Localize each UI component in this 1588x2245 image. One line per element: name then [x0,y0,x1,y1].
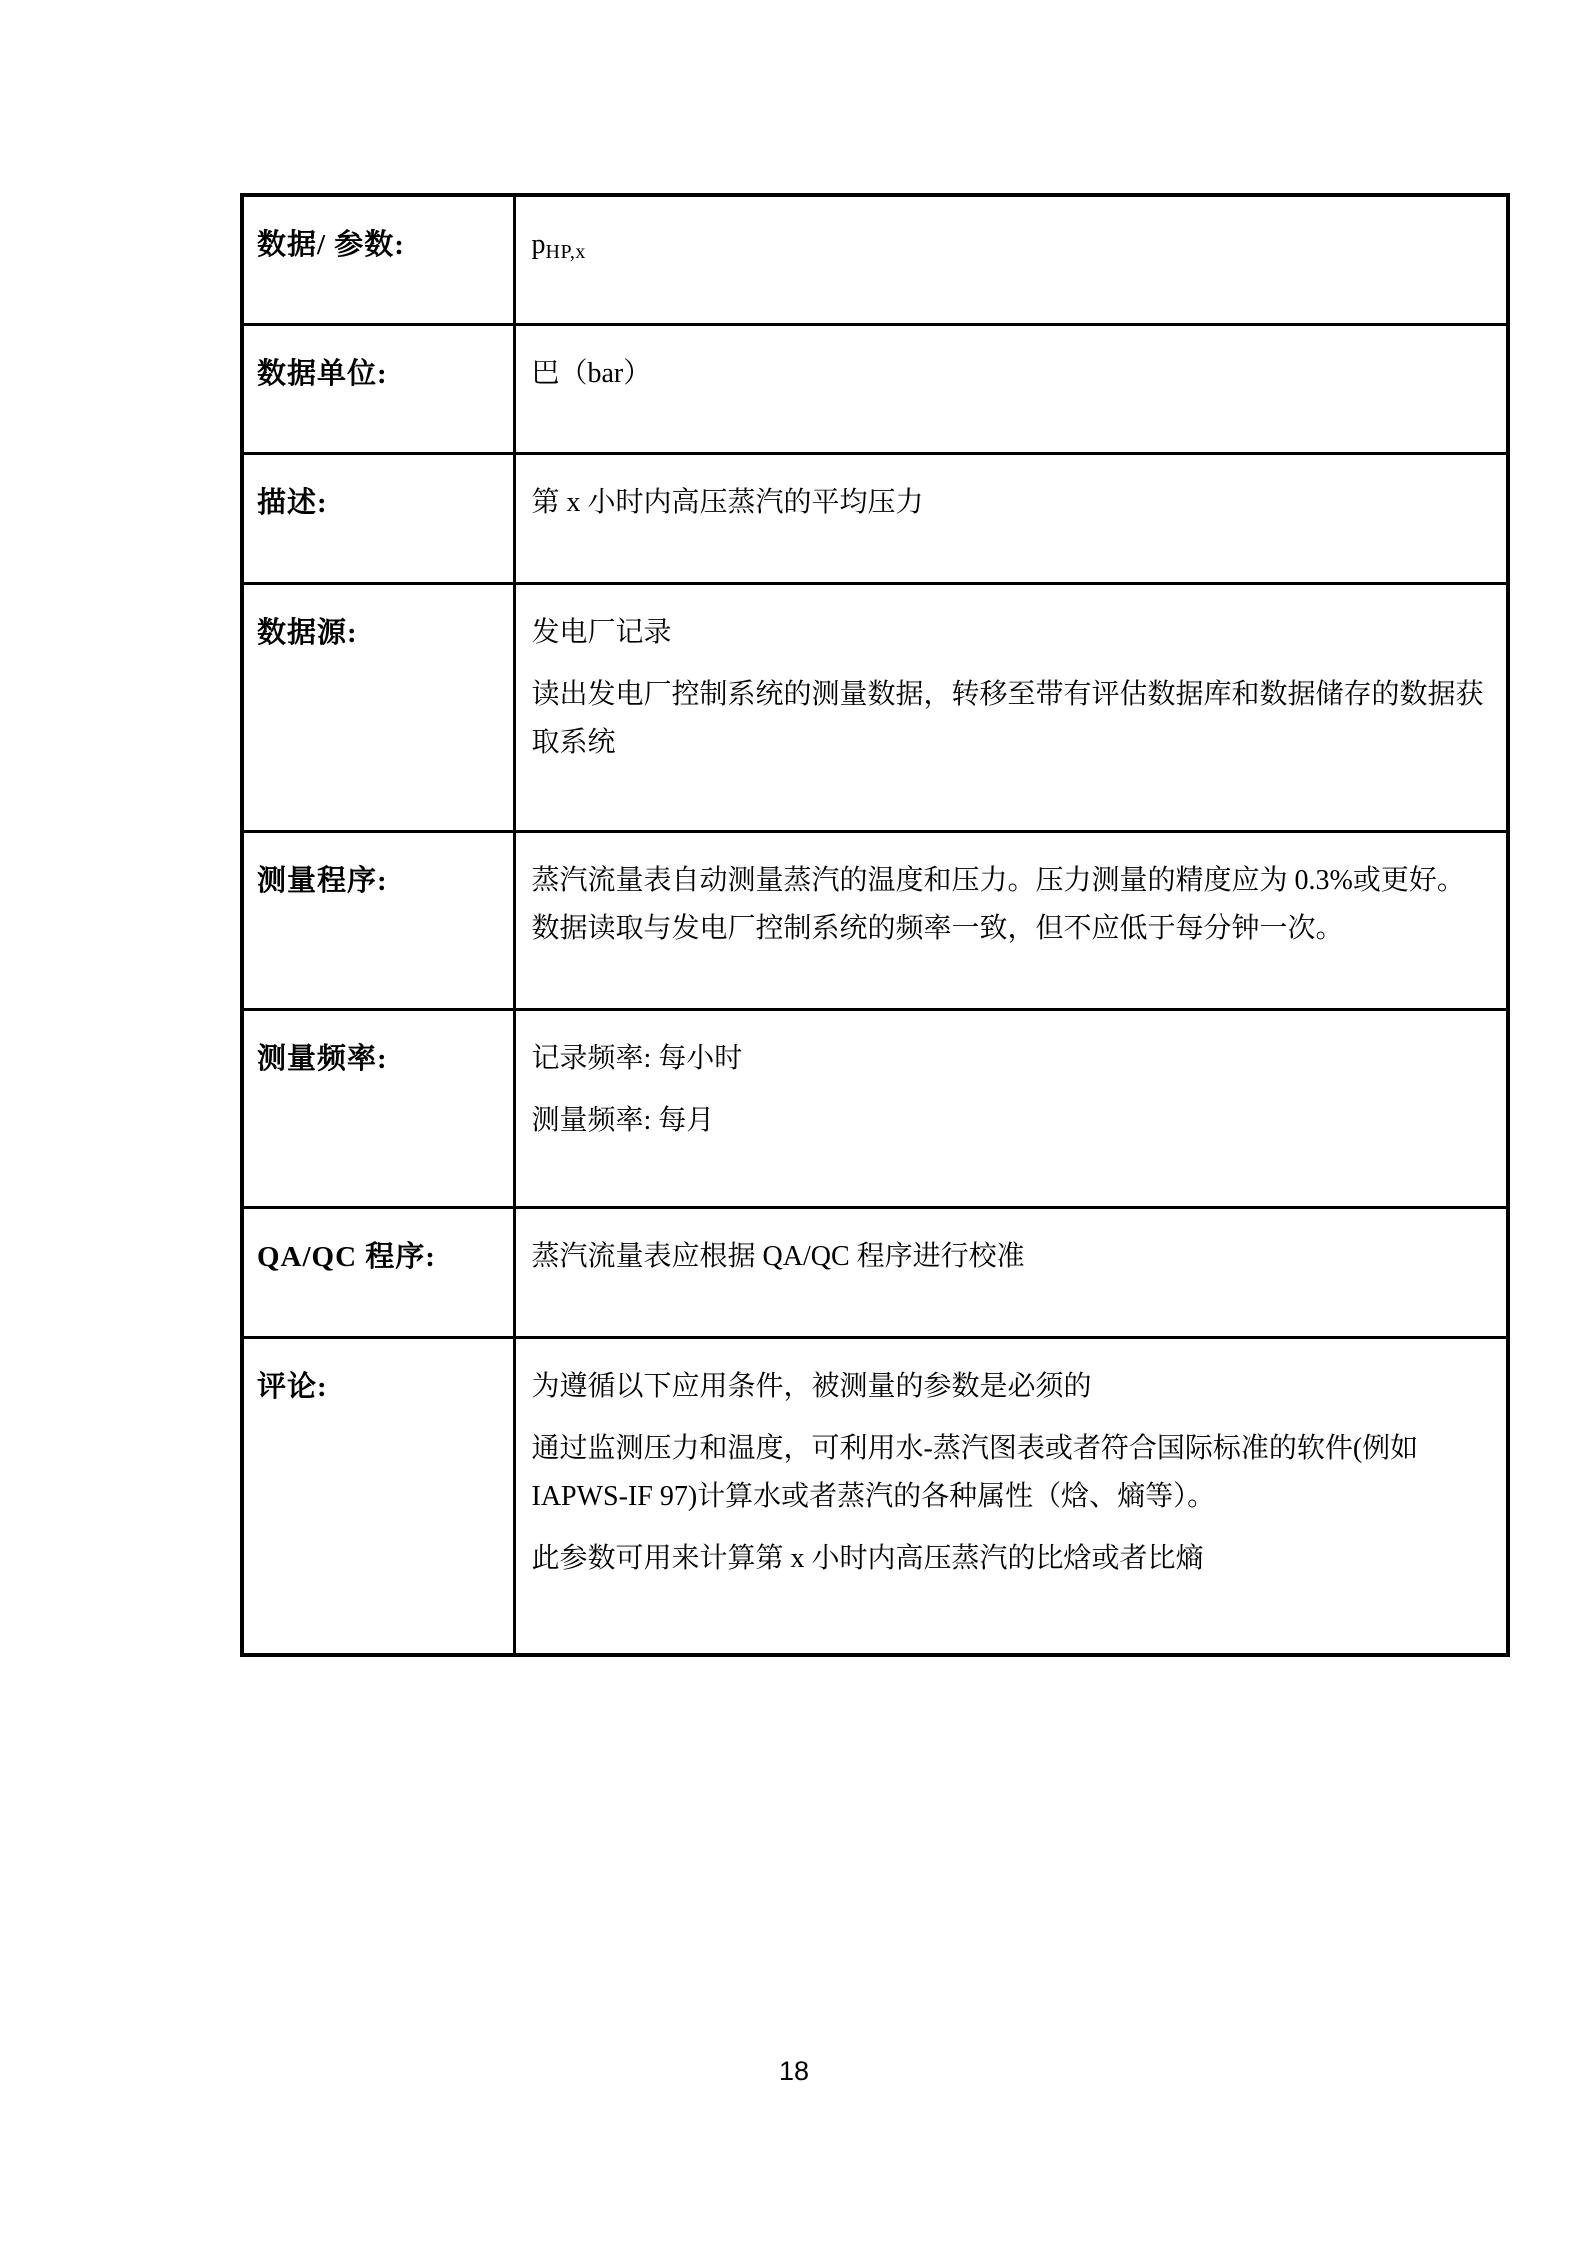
row-label [242,195,514,325]
table-row-measurement-frequency [242,1010,1508,1208]
value-paragraph: 巴（bar） [531,358,652,389]
row-label-text: 数据/ 参数: [257,229,405,261]
row-label [242,1010,514,1208]
row-label-text: 描述: [257,487,328,519]
table-row-description [242,454,1508,584]
row-value [514,1208,1508,1338]
row-label [242,1338,514,1656]
row-label-text: 测量程序: [257,865,388,897]
table-row-comments [242,1338,1508,1656]
parameter-base: p [531,229,546,260]
row-value [514,325,1508,454]
value-paragraph: 蒸汽流量表应根据 QA/QC 程序进行校准 [531,1241,1025,1272]
row-label [242,832,514,1010]
row-value [514,832,1508,1010]
parameter-subscript: HP,x [545,241,586,263]
value-paragraph: 第 x 小时内高压蒸汽的平均压力 [531,487,924,518]
parameter-symbol [532,221,1493,269]
row-label-text: 数据源: [257,617,358,649]
row-label-text: 测量频率: [257,1043,388,1075]
table-row-data-parameter [242,195,1508,325]
row-label [242,454,514,584]
row-value [514,195,1508,325]
value-paragraph: 为遵循以下应用条件，被测量的参数是必须的 [531,1371,1092,1402]
value-paragraph: 发电厂记录 [531,617,672,648]
row-label [242,1208,514,1338]
value-paragraph: 读出发电厂控制系统的测量数据，转移至带有评估数据库和数据储存的数据获取系统 [531,679,1484,758]
table-row-data-source [242,584,1508,832]
row-label [242,325,514,454]
table-row-qaqc-procedure [242,1208,1508,1338]
parameter-table [240,193,1510,1657]
row-value [514,584,1508,832]
value-paragraph: 记录频率: 每小时 [531,1043,743,1074]
page-number: 18 [778,2056,810,2086]
value-paragraph: 蒸汽流量表自动测量蒸汽的温度和压力。压力测量的精度应为 0.3%或更好。数据读取与发电厂控制系统的频率一致，但不应低于每分钟一次。 [531,865,1465,944]
value-paragraph: 此参数可用来计算第 x 小时内高压蒸汽的比焓或者比熵 [531,1543,1204,1574]
row-label-text: 数据单位: [257,358,388,390]
row-label-text: 评论: [257,1371,328,1403]
row-value [514,1338,1508,1656]
row-value [514,1010,1508,1208]
table-row-measurement-procedure [242,832,1508,1010]
row-label-text: QA/QC 程序: [257,1241,436,1273]
value-paragraph: 通过监测压力和温度，可利用水-蒸汽图表或者符合国际标准的软件(例如 IAPWS-IF 97)计算水或者蒸汽的各种属性（焓、熵等）。 [531,1433,1419,1512]
row-label [242,584,514,832]
value-paragraph: 测量频率: 每月 [531,1105,715,1136]
table-row-data-unit [242,325,1508,454]
row-value [514,454,1508,584]
